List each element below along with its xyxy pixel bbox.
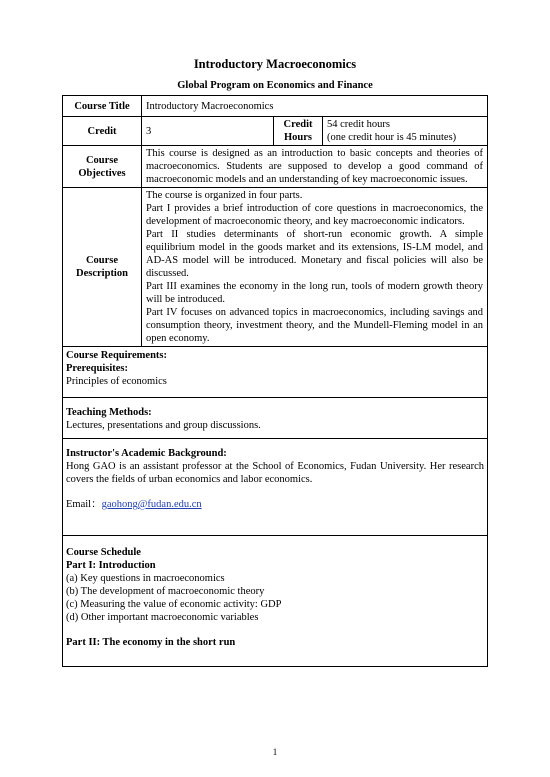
description-label-line1: Course (85, 255, 119, 266)
schedule-cell (63, 536, 488, 667)
part1-item: (b) The development of macroeconomic theory (66, 586, 265, 597)
course-title-value: Introductory Macroeconomics (142, 96, 488, 117)
document-subtitle: Global Program on Economics and Finance (177, 80, 373, 91)
requirements-heading: Course Requirements: (66, 350, 168, 361)
instructor-row (63, 439, 488, 536)
objectives-text: This course is designed as an introduction to basic concepts and theories of macroeconomics. Students are supposed to develop a good command of macroeconomic models and an understanding of key macroeconomic issues. (142, 146, 488, 188)
teaching-heading: Teaching Methods: (66, 407, 152, 418)
document-title: Introductory Macroeconomics (193, 57, 357, 71)
course-table (62, 95, 488, 667)
instructor-text: Hong GAO is an assistant professor at the School of Economics, Fudan University. Her research covers the fields of urban economics and labor economics. (66, 461, 484, 485)
objectives-label-line2: Objectives (78, 167, 126, 179)
requirements-cell (63, 347, 488, 398)
credit-hours-label-line1: Credit (283, 119, 313, 130)
page-number: 1 (272, 747, 278, 757)
credit-hours-value-line1: 54 credit hours (327, 119, 390, 130)
requirements-row (63, 347, 488, 398)
instructor-heading: Instructor's Academic Background: (66, 448, 227, 459)
email-label: Email： (66, 499, 102, 510)
teaching-cell (63, 398, 488, 439)
schedule-row (63, 536, 488, 667)
description-paragraph: Part II studies determinants of short-run economic growth. A simple equilibrium model in the goods market and its extensions, IS-LM model, and AD-AS model will be introduced. Monetary and fiscal policies will also be discussed. (146, 229, 483, 279)
part1-item: (a) Key questions in macroeconomics (66, 573, 225, 584)
objectives-row (63, 146, 488, 188)
credit-hours-value (323, 117, 488, 146)
credit-row (63, 117, 488, 146)
description-paragraph: Part I provides a brief introduction of core questions in macroeconomics, the development of macroeconomic theory, and key macroeconomic indicators. (146, 203, 483, 227)
description-paragraph: Part III examines the economy in the long run, tools of modern growth theory will be introduced. (146, 281, 483, 305)
description-paragraph: The course is organized in four parts. (146, 190, 303, 201)
description-label-line2: Description (76, 268, 128, 279)
description-label (63, 188, 142, 347)
course-title-label: Course Title (63, 96, 142, 117)
schedule-heading: Course Schedule (66, 547, 141, 558)
objectives-label (63, 146, 142, 188)
credit-hours-value-line2: (one credit hour is 45 minutes) (327, 132, 457, 143)
teaching-text: Lectures, presentations and group discussions. (66, 420, 261, 431)
instructor-cell (63, 439, 488, 536)
credit-hours-label-line2: Hours (283, 132, 312, 143)
email-line (66, 498, 484, 511)
prerequisites-heading: Prerequisites: (66, 363, 129, 374)
objectives-label-line1: Course (85, 154, 119, 166)
course-title-row (63, 96, 488, 117)
part2-heading: Part II: The economy in the short run (66, 637, 236, 648)
prerequisites-text: Principles of economics (66, 376, 167, 387)
part1-heading: Part I: Introduction (66, 560, 156, 571)
part1-item: (d) Other important macroeconomic variables (66, 612, 259, 623)
credit-hours-label (274, 117, 323, 146)
description-text (142, 188, 488, 347)
teaching-row (63, 398, 488, 439)
credit-label: Credit (63, 117, 142, 146)
description-paragraph: Part IV focuses on advanced topics in macroeconomics, including savings and consumption theory, investment theory, and the Mundell-Fleming model in an open economy. (146, 307, 483, 344)
email-link[interactable]: gaohong@fudan.edu.cn (101, 499, 202, 510)
credit-value: 3 (142, 117, 274, 146)
description-row (63, 188, 488, 347)
part1-item: (c) Measuring the value of economic activity: GDP (66, 599, 282, 610)
